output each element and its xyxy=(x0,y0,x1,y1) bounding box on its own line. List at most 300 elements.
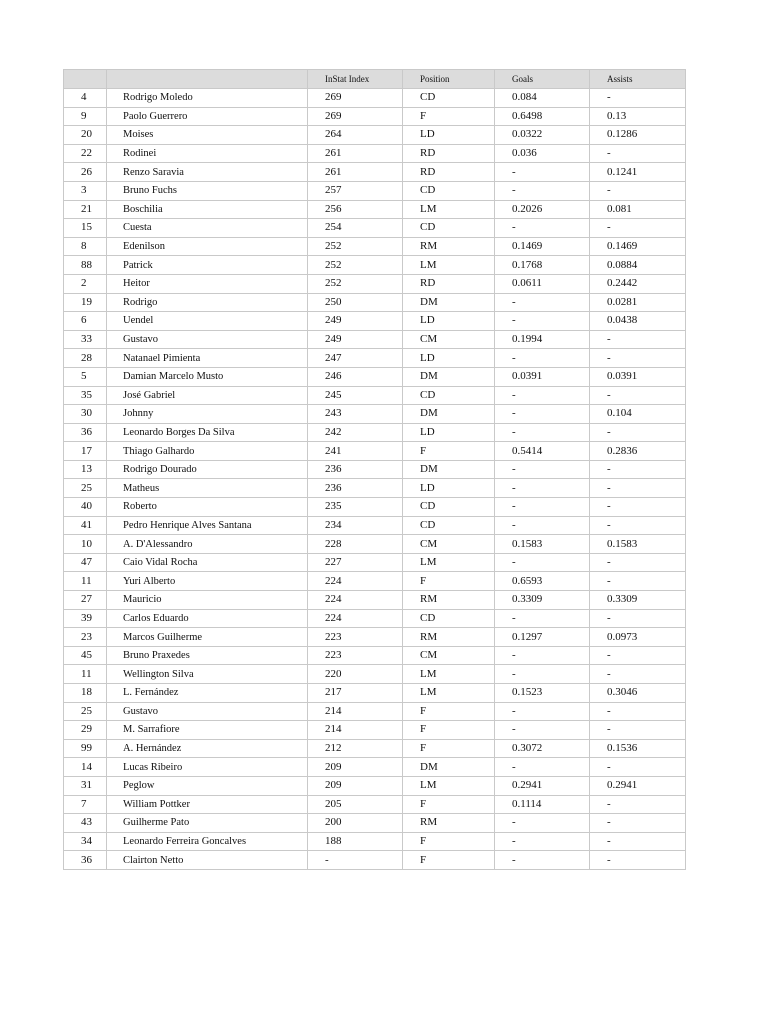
assists-cell: - xyxy=(590,498,686,517)
instat-index-cell: - xyxy=(308,851,403,870)
player-number-cell: 18 xyxy=(64,684,107,703)
instat-index-cell: 252 xyxy=(308,237,403,256)
table-row xyxy=(64,609,686,628)
player-name-cell: Rodrigo Moledo xyxy=(107,89,308,108)
player-name-cell: Rodrigo xyxy=(107,293,308,312)
table-row xyxy=(64,126,686,145)
assists-cell: 0.0281 xyxy=(590,293,686,312)
player-number-cell: 23 xyxy=(64,628,107,647)
goals-cell: 0.0322 xyxy=(495,126,590,145)
table-row xyxy=(64,628,686,647)
instat-index-cell: 252 xyxy=(308,274,403,293)
player-name-cell: Damian Marcelo Musto xyxy=(107,367,308,386)
player-number-cell: 36 xyxy=(64,423,107,442)
assists-cell: - xyxy=(590,423,686,442)
table-row xyxy=(64,665,686,684)
instat-index-cell: 235 xyxy=(308,498,403,517)
player-number-cell: 35 xyxy=(64,386,107,405)
goals-cell: 0.1994 xyxy=(495,330,590,349)
instat-index-cell: 241 xyxy=(308,442,403,461)
assists-cell: 0.0973 xyxy=(590,628,686,647)
goals-cell: - xyxy=(495,405,590,424)
assists-cell: 0.081 xyxy=(590,200,686,219)
player-number-cell: 31 xyxy=(64,776,107,795)
assists-cell: - xyxy=(590,460,686,479)
position-cell: F xyxy=(403,442,495,461)
player-number-cell: 15 xyxy=(64,219,107,238)
player-name-cell: Guilherme Pato xyxy=(107,814,308,833)
player-name-cell: Patrick xyxy=(107,256,308,275)
instat-index-cell: 243 xyxy=(308,405,403,424)
header-instat-index: InStat Index xyxy=(308,70,403,89)
assists-cell: - xyxy=(590,89,686,108)
player-number-cell: 8 xyxy=(64,237,107,256)
instat-index-cell: 245 xyxy=(308,386,403,405)
table-header xyxy=(64,70,686,89)
table-row xyxy=(64,776,686,795)
instat-index-cell: 217 xyxy=(308,684,403,703)
assists-cell: 0.2442 xyxy=(590,274,686,293)
assists-cell: - xyxy=(590,516,686,535)
position-cell: F xyxy=(403,572,495,591)
instat-index-cell: 205 xyxy=(308,795,403,814)
table-row xyxy=(64,591,686,610)
player-name-cell: Matheus xyxy=(107,479,308,498)
goals-cell: 0.5414 xyxy=(495,442,590,461)
position-cell: DM xyxy=(403,293,495,312)
player-name-cell: Bruno Fuchs xyxy=(107,181,308,200)
instat-index-cell: 234 xyxy=(308,516,403,535)
instat-index-cell: 247 xyxy=(308,349,403,368)
instat-index-cell: 236 xyxy=(308,460,403,479)
table-row xyxy=(64,851,686,870)
table-row xyxy=(64,89,686,108)
instat-index-cell: 249 xyxy=(308,330,403,349)
table-row xyxy=(64,181,686,200)
table-row xyxy=(64,646,686,665)
assists-cell: 0.3046 xyxy=(590,684,686,703)
table-row xyxy=(64,219,686,238)
table-row xyxy=(64,795,686,814)
assists-cell: - xyxy=(590,646,686,665)
position-cell: CD xyxy=(403,498,495,517)
goals-cell: 0.6498 xyxy=(495,107,590,126)
goals-cell: 0.0611 xyxy=(495,274,590,293)
player-number-cell: 39 xyxy=(64,609,107,628)
player-number-cell: 17 xyxy=(64,442,107,461)
player-number-cell: 11 xyxy=(64,572,107,591)
position-cell: F xyxy=(403,832,495,851)
position-cell: CD xyxy=(403,516,495,535)
instat-index-cell: 264 xyxy=(308,126,403,145)
assists-cell: 0.0438 xyxy=(590,312,686,331)
player-name-cell: Moises xyxy=(107,126,308,145)
assists-cell: - xyxy=(590,851,686,870)
instat-index-cell: 246 xyxy=(308,367,403,386)
instat-index-cell: 223 xyxy=(308,628,403,647)
goals-cell: - xyxy=(495,386,590,405)
instat-index-cell: 269 xyxy=(308,107,403,126)
assists-cell: - xyxy=(590,386,686,405)
player-stats-table xyxy=(63,69,686,870)
assists-cell: 0.0884 xyxy=(590,256,686,275)
goals-cell: - xyxy=(495,758,590,777)
assists-cell: 0.1536 xyxy=(590,739,686,758)
assists-cell: - xyxy=(590,758,686,777)
goals-cell: - xyxy=(495,646,590,665)
position-cell: RD xyxy=(403,274,495,293)
table-row xyxy=(64,200,686,219)
player-number-cell: 34 xyxy=(64,832,107,851)
player-number-cell: 27 xyxy=(64,591,107,610)
goals-cell: 0.2941 xyxy=(495,776,590,795)
position-cell: CM xyxy=(403,646,495,665)
position-cell: DM xyxy=(403,405,495,424)
table-row xyxy=(64,479,686,498)
instat-index-cell: 200 xyxy=(308,814,403,833)
goals-cell: - xyxy=(495,219,590,238)
position-cell: CD xyxy=(403,89,495,108)
player-name-cell: Carlos Eduardo xyxy=(107,609,308,628)
goals-cell: - xyxy=(495,498,590,517)
assists-cell: - xyxy=(590,795,686,814)
goals-cell: - xyxy=(495,460,590,479)
player-name-cell: Edenilson xyxy=(107,237,308,256)
player-name-cell: Roberto xyxy=(107,498,308,517)
position-cell: LM xyxy=(403,200,495,219)
table-row xyxy=(64,367,686,386)
player-number-cell: 6 xyxy=(64,312,107,331)
position-cell: CD xyxy=(403,609,495,628)
table-row xyxy=(64,293,686,312)
player-number-cell: 28 xyxy=(64,349,107,368)
table-row xyxy=(64,832,686,851)
assists-cell: 0.1286 xyxy=(590,126,686,145)
goals-cell: - xyxy=(495,814,590,833)
assists-cell: - xyxy=(590,479,686,498)
instat-index-cell: 228 xyxy=(308,535,403,554)
player-name-cell: José Gabriel xyxy=(107,386,308,405)
player-name-cell: Renzo Saravia xyxy=(107,163,308,182)
goals-cell: - xyxy=(495,553,590,572)
position-cell: F xyxy=(403,851,495,870)
instat-index-cell: 188 xyxy=(308,832,403,851)
assists-cell: - xyxy=(590,219,686,238)
assists-cell: - xyxy=(590,721,686,740)
position-cell: CM xyxy=(403,330,495,349)
position-cell: F xyxy=(403,721,495,740)
table-row xyxy=(64,684,686,703)
table-row xyxy=(64,702,686,721)
instat-index-cell: 220 xyxy=(308,665,403,684)
goals-cell: - xyxy=(495,312,590,331)
player-name-cell: Rodinei xyxy=(107,144,308,163)
position-cell: DM xyxy=(403,758,495,777)
position-cell: LM xyxy=(403,776,495,795)
player-number-cell: 47 xyxy=(64,553,107,572)
player-number-cell: 21 xyxy=(64,200,107,219)
instat-index-cell: 224 xyxy=(308,591,403,610)
player-name-cell: Pedro Henrique Alves Santana xyxy=(107,516,308,535)
instat-index-cell: 261 xyxy=(308,163,403,182)
player-name-cell: A. Hernández xyxy=(107,739,308,758)
instat-index-cell: 256 xyxy=(308,200,403,219)
assists-cell: - xyxy=(590,349,686,368)
goals-cell: - xyxy=(495,832,590,851)
assists-cell: - xyxy=(590,144,686,163)
table-row xyxy=(64,814,686,833)
goals-cell: - xyxy=(495,181,590,200)
table-row xyxy=(64,758,686,777)
goals-cell: - xyxy=(495,702,590,721)
player-name-cell: Natanael Pimienta xyxy=(107,349,308,368)
player-number-cell: 41 xyxy=(64,516,107,535)
table-row xyxy=(64,237,686,256)
position-cell: CD xyxy=(403,386,495,405)
position-cell: F xyxy=(403,702,495,721)
goals-cell: 0.1583 xyxy=(495,535,590,554)
assists-cell: - xyxy=(590,181,686,200)
table-row xyxy=(64,572,686,591)
table-row xyxy=(64,405,686,424)
instat-index-cell: 269 xyxy=(308,89,403,108)
player-name-cell: Johnny xyxy=(107,405,308,424)
goals-cell: - xyxy=(495,423,590,442)
player-number-cell: 29 xyxy=(64,721,107,740)
table-row xyxy=(64,721,686,740)
player-name-cell: Thiago Galhardo xyxy=(107,442,308,461)
position-cell: LD xyxy=(403,479,495,498)
player-name-cell: William Pottker xyxy=(107,795,308,814)
goals-cell: 0.0391 xyxy=(495,367,590,386)
table-row xyxy=(64,442,686,461)
player-number-cell: 88 xyxy=(64,256,107,275)
assists-cell: 0.2941 xyxy=(590,776,686,795)
position-cell: LD xyxy=(403,126,495,145)
player-number-cell: 7 xyxy=(64,795,107,814)
table-row xyxy=(64,423,686,442)
position-cell: LM xyxy=(403,553,495,572)
player-name-cell: Mauricio xyxy=(107,591,308,610)
goals-cell: 0.036 xyxy=(495,144,590,163)
goals-cell: - xyxy=(495,665,590,684)
position-cell: F xyxy=(403,739,495,758)
instat-index-cell: 236 xyxy=(308,479,403,498)
player-name-cell: Uendel xyxy=(107,312,308,331)
assists-cell: 0.104 xyxy=(590,405,686,424)
player-number-cell: 3 xyxy=(64,181,107,200)
goals-cell: - xyxy=(495,163,590,182)
position-cell: F xyxy=(403,795,495,814)
goals-cell: 0.1523 xyxy=(495,684,590,703)
assists-cell: 0.13 xyxy=(590,107,686,126)
player-name-cell: M. Sarrafiore xyxy=(107,721,308,740)
table-body xyxy=(64,89,686,870)
player-name-cell: Rodrigo Dourado xyxy=(107,460,308,479)
player-number-cell: 22 xyxy=(64,144,107,163)
table-row xyxy=(64,256,686,275)
player-number-cell: 2 xyxy=(64,274,107,293)
player-number-cell: 19 xyxy=(64,293,107,312)
player-name-cell: Clairton Netto xyxy=(107,851,308,870)
position-cell: LM xyxy=(403,684,495,703)
instat-index-cell: 224 xyxy=(308,572,403,591)
assists-cell: - xyxy=(590,832,686,851)
player-number-cell: 5 xyxy=(64,367,107,386)
player-name-cell: L. Fernández xyxy=(107,684,308,703)
instat-index-cell: 254 xyxy=(308,219,403,238)
player-number-cell: 20 xyxy=(64,126,107,145)
player-name-cell: Cuesta xyxy=(107,219,308,238)
player-number-cell: 40 xyxy=(64,498,107,517)
player-name-cell: Marcos Guilherme xyxy=(107,628,308,647)
header-number xyxy=(64,70,107,89)
player-name-cell: Gustavo xyxy=(107,330,308,349)
instat-index-cell: 261 xyxy=(308,144,403,163)
instat-index-cell: 252 xyxy=(308,256,403,275)
table-row xyxy=(64,498,686,517)
header-row xyxy=(64,70,686,89)
player-number-cell: 30 xyxy=(64,405,107,424)
goals-cell: 0.2026 xyxy=(495,200,590,219)
table-row xyxy=(64,386,686,405)
assists-cell: - xyxy=(590,665,686,684)
assists-cell: 0.1583 xyxy=(590,535,686,554)
assists-cell: 0.0391 xyxy=(590,367,686,386)
player-name-cell: Lucas Ribeiro xyxy=(107,758,308,777)
player-number-cell: 45 xyxy=(64,646,107,665)
instat-index-cell: 242 xyxy=(308,423,403,442)
position-cell: DM xyxy=(403,460,495,479)
player-number-cell: 26 xyxy=(64,163,107,182)
table-row xyxy=(64,535,686,554)
instat-index-cell: 209 xyxy=(308,776,403,795)
assists-cell: 0.3309 xyxy=(590,591,686,610)
goals-cell: 0.1469 xyxy=(495,237,590,256)
position-cell: LD xyxy=(403,349,495,368)
assists-cell: - xyxy=(590,330,686,349)
table-row xyxy=(64,330,686,349)
table-row xyxy=(64,349,686,368)
goals-cell: - xyxy=(495,609,590,628)
header-player xyxy=(107,70,308,89)
player-number-cell: 11 xyxy=(64,665,107,684)
assists-cell: - xyxy=(590,814,686,833)
player-number-cell: 99 xyxy=(64,739,107,758)
position-cell: LM xyxy=(403,256,495,275)
table-row xyxy=(64,163,686,182)
player-number-cell: 43 xyxy=(64,814,107,833)
table-row xyxy=(64,312,686,331)
assists-cell: - xyxy=(590,609,686,628)
table-row xyxy=(64,107,686,126)
position-cell: RM xyxy=(403,591,495,610)
goals-cell: 0.1114 xyxy=(495,795,590,814)
instat-index-cell: 227 xyxy=(308,553,403,572)
goals-cell: 0.084 xyxy=(495,89,590,108)
instat-index-cell: 224 xyxy=(308,609,403,628)
player-name-cell: Caio Vidal Rocha xyxy=(107,553,308,572)
position-cell: LD xyxy=(403,312,495,331)
position-cell: DM xyxy=(403,367,495,386)
position-cell: RM xyxy=(403,628,495,647)
assists-cell: - xyxy=(590,702,686,721)
instat-index-cell: 209 xyxy=(308,758,403,777)
instat-index-cell: 214 xyxy=(308,721,403,740)
player-name-cell: Leonardo Ferreira Goncalves xyxy=(107,832,308,851)
goals-cell: 0.1768 xyxy=(495,256,590,275)
player-name-cell: Heitor xyxy=(107,274,308,293)
position-cell: LD xyxy=(403,423,495,442)
assists-cell: - xyxy=(590,553,686,572)
goals-cell: 0.6593 xyxy=(495,572,590,591)
table-row xyxy=(64,739,686,758)
player-number-cell: 36 xyxy=(64,851,107,870)
goals-cell: - xyxy=(495,851,590,870)
goals-cell: 0.3309 xyxy=(495,591,590,610)
position-cell: LM xyxy=(403,665,495,684)
player-name-cell: Boschilia xyxy=(107,200,308,219)
position-cell: RM xyxy=(403,237,495,256)
assists-cell: - xyxy=(590,572,686,591)
table-row xyxy=(64,274,686,293)
player-name-cell: Bruno Praxedes xyxy=(107,646,308,665)
instat-index-cell: 257 xyxy=(308,181,403,200)
player-name-cell: Yuri Alberto xyxy=(107,572,308,591)
goals-cell: 0.1297 xyxy=(495,628,590,647)
player-number-cell: 9 xyxy=(64,107,107,126)
player-name-cell: A. D'Alessandro xyxy=(107,535,308,554)
assists-cell: 0.1469 xyxy=(590,237,686,256)
goals-cell: - xyxy=(495,293,590,312)
table-row xyxy=(64,516,686,535)
goals-cell: 0.3072 xyxy=(495,739,590,758)
player-name-cell: Leonardo Borges Da Silva xyxy=(107,423,308,442)
player-name-cell: Wellington Silva xyxy=(107,665,308,684)
position-cell: CD xyxy=(403,219,495,238)
player-number-cell: 14 xyxy=(64,758,107,777)
header-assists: Assists xyxy=(590,70,686,89)
goals-cell: - xyxy=(495,349,590,368)
position-cell: CD xyxy=(403,181,495,200)
table-row xyxy=(64,553,686,572)
position-cell: RD xyxy=(403,163,495,182)
instat-index-cell: 214 xyxy=(308,702,403,721)
header-position: Position xyxy=(403,70,495,89)
player-number-cell: 13 xyxy=(64,460,107,479)
assists-cell: 0.2836 xyxy=(590,442,686,461)
position-cell: RM xyxy=(403,814,495,833)
player-number-cell: 33 xyxy=(64,330,107,349)
player-number-cell: 25 xyxy=(64,479,107,498)
player-name-cell: Paolo Guerrero xyxy=(107,107,308,126)
instat-index-cell: 212 xyxy=(308,739,403,758)
player-number-cell: 25 xyxy=(64,702,107,721)
position-cell: RD xyxy=(403,144,495,163)
goals-cell: - xyxy=(495,479,590,498)
player-name-cell: Peglow xyxy=(107,776,308,795)
table-row xyxy=(64,144,686,163)
player-name-cell: Gustavo xyxy=(107,702,308,721)
player-number-cell: 10 xyxy=(64,535,107,554)
table-row xyxy=(64,460,686,479)
assists-cell: 0.1241 xyxy=(590,163,686,182)
goals-cell: - xyxy=(495,516,590,535)
player-number-cell: 4 xyxy=(64,89,107,108)
instat-index-cell: 249 xyxy=(308,312,403,331)
instat-index-cell: 250 xyxy=(308,293,403,312)
header-goals: Goals xyxy=(495,70,590,89)
